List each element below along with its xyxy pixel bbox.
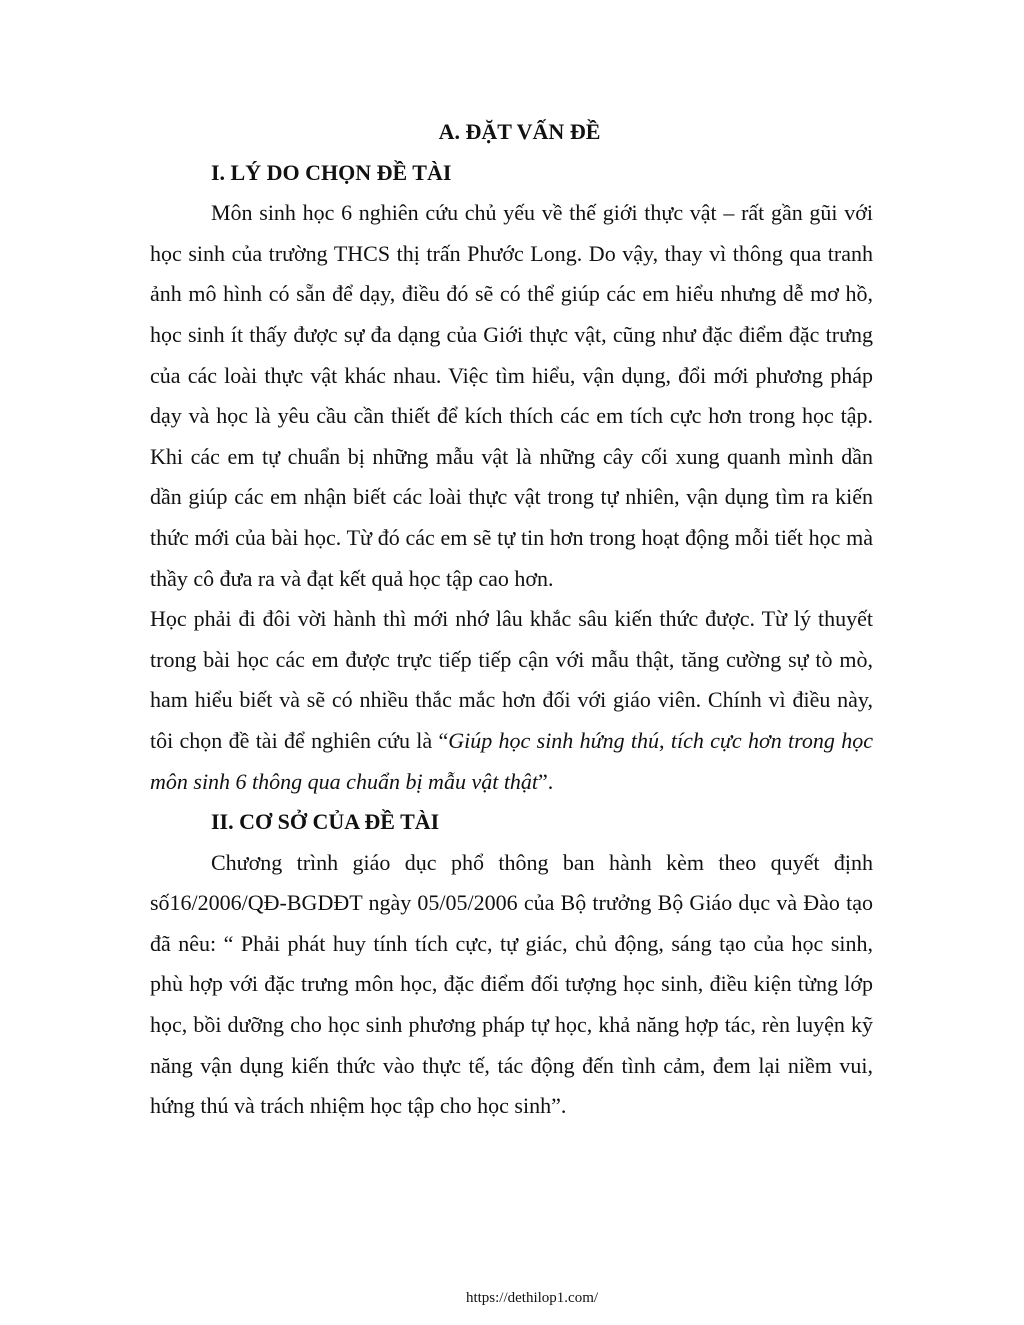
- paragraph-reason-2-end: ”.: [538, 768, 554, 794]
- paragraph-basis-1: Chương trình giáo dục phổ thông ban hành kèm theo quyết định số16/2006/QĐ-BGDĐT ngày 05/05/2006 của Bộ trưởng Bộ Giáo dục và Đào tạo đã nêu: “ Phải phát huy tính tích cực, tự giác, chủ động, sáng tạo của học sinh, phù hợp với đặc trưng môn học, đặc điểm đối tượng học sinh, điều kiện từng lớp học, bồi dưỡng cho học sinh phương pháp tự học, khả năng hợp tác, rèn luyện kỹ năng vận dụng kiến thức vào thực tế, tác động đến tình cảm, đem lại niềm vui, hứng thú và trách nhiệm học tập cho học sinh”.: [150, 849, 873, 1119]
- footer-url: https://dethilop1.com/: [465, 1290, 599, 1306]
- paragraph-reason-2-text: Học phải đi đôi vời hành thì mới nhớ lâu khắc sâu kiến thức được. Từ lý thuyết trong bài học các em được trực tiếp tiếp cận với mẫu thật, tăng cường sự tò mò, ham hiểu biết và sẽ có nhiều thắc mắc hơn đối với giáo viên. Chính vì điều này, tôi chọn đề tài để nghiên cứu là “: [150, 606, 873, 753]
- section-heading-basis: II. CƠ SỞ CỦA ĐỀ TÀI: [211, 809, 440, 835]
- section-heading-reason: I. LÝ DO CHỌN ĐỀ TÀI: [211, 159, 452, 185]
- document-title: A. ĐẶT VẤN ĐỀ: [438, 119, 601, 144]
- document-page: [150, 112, 873, 1127]
- topic-title: Giúp học sinh hứng thú, tích cực hơn trong học môn sinh 6 thông qua chuẩn bị mẫu vật thật: [150, 727, 873, 794]
- paragraph-reason-1: Môn sinh học 6 nghiên cứu chủ yếu về thế giới thực vật – rất gần gũi với học sinh của trường THCS thị trấn Phước Long. Do vậy, thay vì thông qua tranh ảnh mô hình có sẵn để dạy, điều đó sẽ có thể giúp các em hiểu nhưng dễ mơ hồ, học sinh ít thấy được sự đa dạng của Giới thực vật, cũng như đặc điểm đặc trưng của các loài thực vật khác nhau. Việc tìm hiểu, vận dụng, đổi mới phương pháp dạy và học là yêu cầu cần thiết để kích thích các em tích cực hơn trong học tập. Khi các em tự chuẩn bị những mẫu vật là những cây cối xung quanh mình dần dần giúp các em nhận biết các loài thực vật trong tự nhiên, vận dụng tìm ra kiến thức mới của bài học. Từ đó các em sẽ tự tin hơn trong hoạt động mỗi tiết học mà thầy cô đưa ra và đạt kết quả học tập cao hơn.: [150, 200, 873, 591]
- paragraph-reason-2: [150, 599, 873, 802]
